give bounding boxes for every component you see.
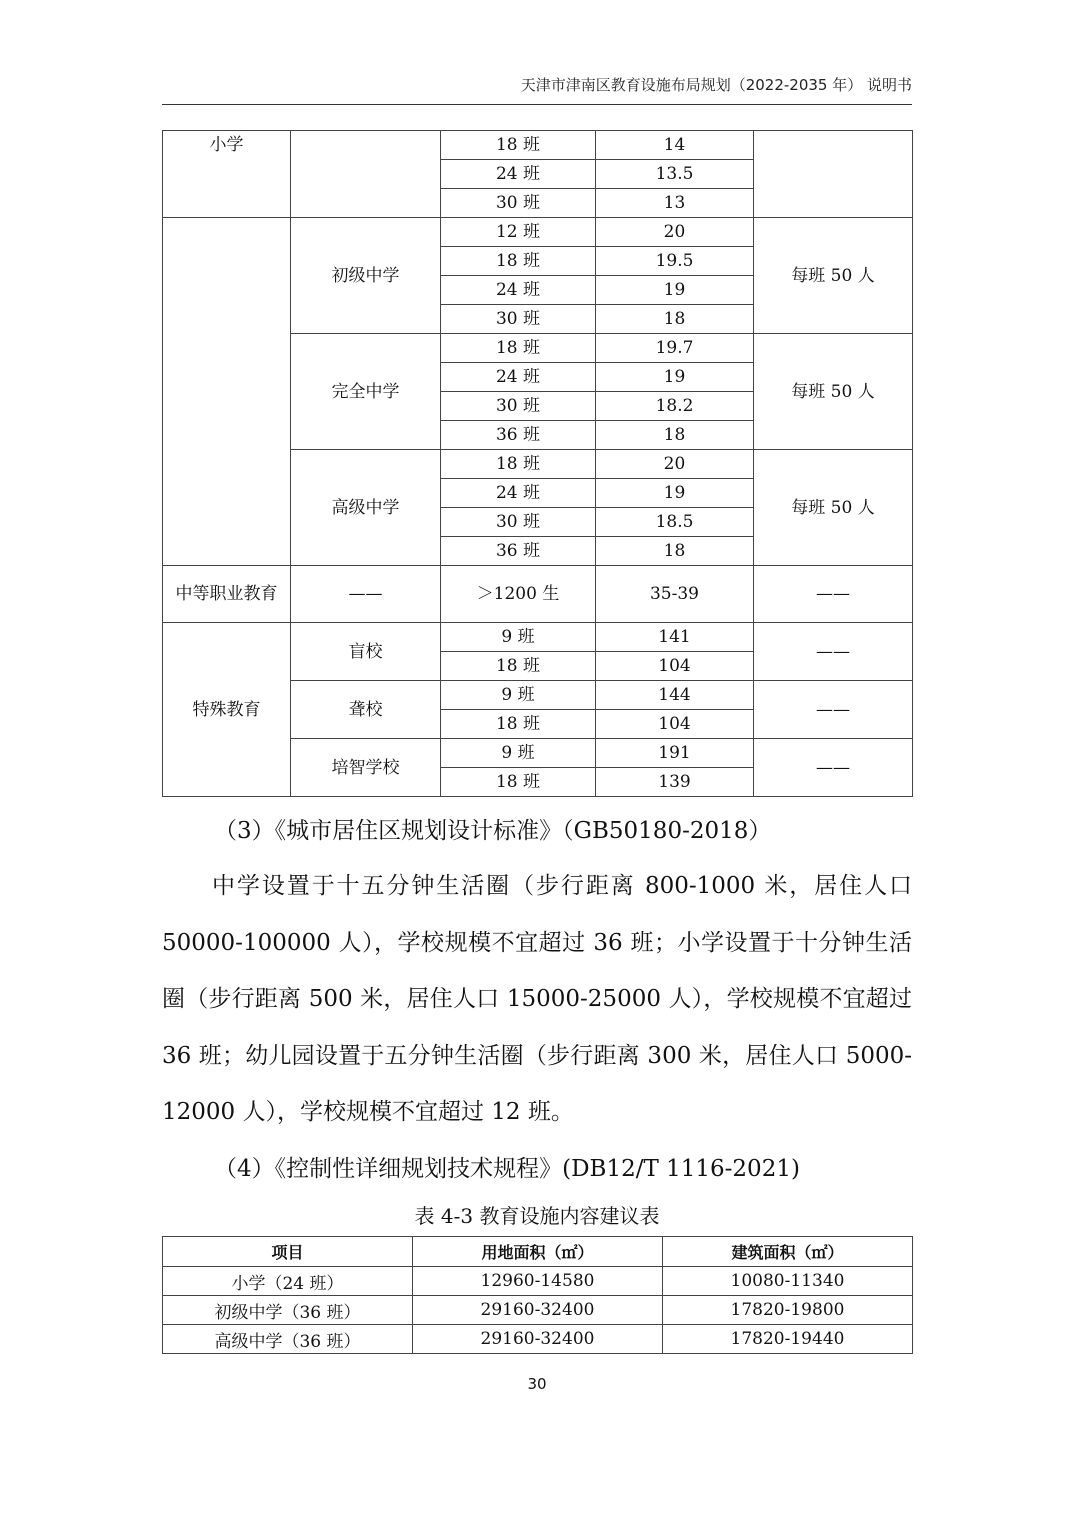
table-cell: 17820-19440: [663, 1325, 913, 1354]
column-header: 用地面积（㎡）: [413, 1237, 663, 1267]
class-count-cell: 24 班: [441, 160, 596, 189]
table-caption: 表 4-3 教育设施内容建议表: [414, 1204, 660, 1228]
table-row: [163, 1296, 913, 1325]
subcategory-cell: 初级中学: [291, 218, 441, 334]
class-count-cell: 30 班: [441, 305, 596, 334]
section-3-paragraph: 中学设置于十五分钟生活圈（步行距离 800-1000 米，居住人口 50000-100000 人），学校规模不宜超过 36 班；小学设置于十分钟生活圈（步行距离 500 米，居住人口 15000-25000 人），学校规模不宜超过 36 班；幼儿园设置于五分钟生活圈（步行距离 300 米，居住人口 5000-12000 人），学校规模不宜超过 12 班。: [162, 873, 912, 1125]
value-cell: 104: [596, 652, 754, 681]
value-cell: 20: [596, 218, 754, 247]
class-count-cell: 18 班: [441, 247, 596, 276]
section-4-heading: （4）《控制性详细规划技术规程》(DB12/T 1116-2021): [214, 1156, 800, 1182]
value-cell: 18: [596, 305, 754, 334]
subcategory-cell: 培智学校: [291, 739, 441, 797]
value-cell: 14: [596, 131, 754, 160]
class-count-cell: 18 班: [441, 334, 596, 363]
class-count-cell: 18 班: [441, 652, 596, 681]
table-cell: 初级中学（36 班）: [163, 1296, 413, 1325]
value-cell: 104: [596, 710, 754, 739]
class-count-cell: 36 班: [441, 537, 596, 566]
table-row: [163, 218, 913, 247]
note-cell: 每班 50 人: [754, 450, 913, 566]
class-count-cell: 9 班: [441, 739, 596, 768]
subcategory-cell: [291, 131, 441, 218]
subcategory-cell: 高级中学: [291, 450, 441, 566]
table-cell: 小学（24 班）: [163, 1267, 413, 1296]
note-cell: 每班 50 人: [754, 334, 913, 450]
class-count-cell: 24 班: [441, 276, 596, 305]
running-header: 天津市津南区教育设施布局规划（2022-2035 年） 说明书: [520, 76, 912, 94]
section-3-heading: （3）《城市居住区规划设计标准》（GB50180-2018）: [214, 818, 772, 844]
class-count-cell: 24 班: [441, 363, 596, 392]
header-rule: [162, 104, 912, 105]
value-cell: 19: [596, 363, 754, 392]
class-count-cell: ＞1200 生: [441, 566, 596, 623]
category-cell: 特殊教育: [163, 623, 291, 797]
note-cell: ——: [754, 623, 913, 681]
value-cell: 19.5: [596, 247, 754, 276]
value-cell: 139: [596, 768, 754, 797]
value-cell: 191: [596, 739, 754, 768]
value-cell: 20: [596, 450, 754, 479]
class-count-cell: 30 班: [441, 189, 596, 218]
class-count-cell: 12 班: [441, 218, 596, 247]
value-cell: 144: [596, 681, 754, 710]
class-count-cell: 18 班: [441, 131, 596, 160]
table-cell: 29160-32400: [413, 1325, 663, 1354]
page-number: 30: [527, 1375, 547, 1393]
table-row: [163, 623, 913, 652]
note-cell: 每班 50 人: [754, 218, 913, 334]
facility-area-table: [162, 1236, 913, 1354]
value-cell: 13.5: [596, 160, 754, 189]
table-header-row: [163, 1237, 913, 1267]
table-row: [163, 131, 913, 160]
class-count-cell: 24 班: [441, 479, 596, 508]
class-count-cell: 30 班: [441, 392, 596, 421]
value-cell: 141: [596, 623, 754, 652]
table-row: [163, 566, 913, 623]
class-count-cell: 9 班: [441, 623, 596, 652]
value-cell: 19: [596, 479, 754, 508]
class-count-cell: 9 班: [441, 681, 596, 710]
class-count-cell: 36 班: [441, 421, 596, 450]
note-cell: ——: [754, 739, 913, 797]
table-row: [163, 1325, 913, 1354]
class-count-cell: 18 班: [441, 450, 596, 479]
value-cell: 19: [596, 276, 754, 305]
table-cell: 17820-19800: [663, 1296, 913, 1325]
school-scale-table: [162, 130, 913, 797]
note-cell: ——: [754, 566, 913, 623]
category-cell: 小学: [163, 131, 291, 218]
value-cell: 19.7: [596, 334, 754, 363]
note-cell: ——: [754, 681, 913, 739]
table-cell: 29160-32400: [413, 1296, 663, 1325]
subcategory-cell: 聋校: [291, 681, 441, 739]
subcategory-cell: 完全中学: [291, 334, 441, 450]
table-cell: 12960-14580: [413, 1267, 663, 1296]
table-cell: 10080-11340: [663, 1267, 913, 1296]
value-cell: 35-39: [596, 566, 754, 623]
value-cell: 18: [596, 421, 754, 450]
table-row: [163, 1267, 913, 1296]
value-cell: 18: [596, 537, 754, 566]
class-count-cell: 30 班: [441, 508, 596, 537]
value-cell: 18.2: [596, 392, 754, 421]
table-cell: 高级中学（36 班）: [163, 1325, 413, 1354]
value-cell: 18.5: [596, 508, 754, 537]
subcategory-cell: 盲校: [291, 623, 441, 681]
subcategory-cell: ——: [291, 566, 441, 623]
class-count-cell: 18 班: [441, 768, 596, 797]
class-count-cell: 18 班: [441, 710, 596, 739]
category-cell-empty: [163, 218, 291, 566]
value-cell: 13: [596, 189, 754, 218]
category-cell: 中等职业教育: [163, 566, 291, 623]
column-header: 项目: [163, 1237, 413, 1267]
note-cell: [754, 131, 913, 218]
column-header: 建筑面积（㎡）: [663, 1237, 913, 1267]
